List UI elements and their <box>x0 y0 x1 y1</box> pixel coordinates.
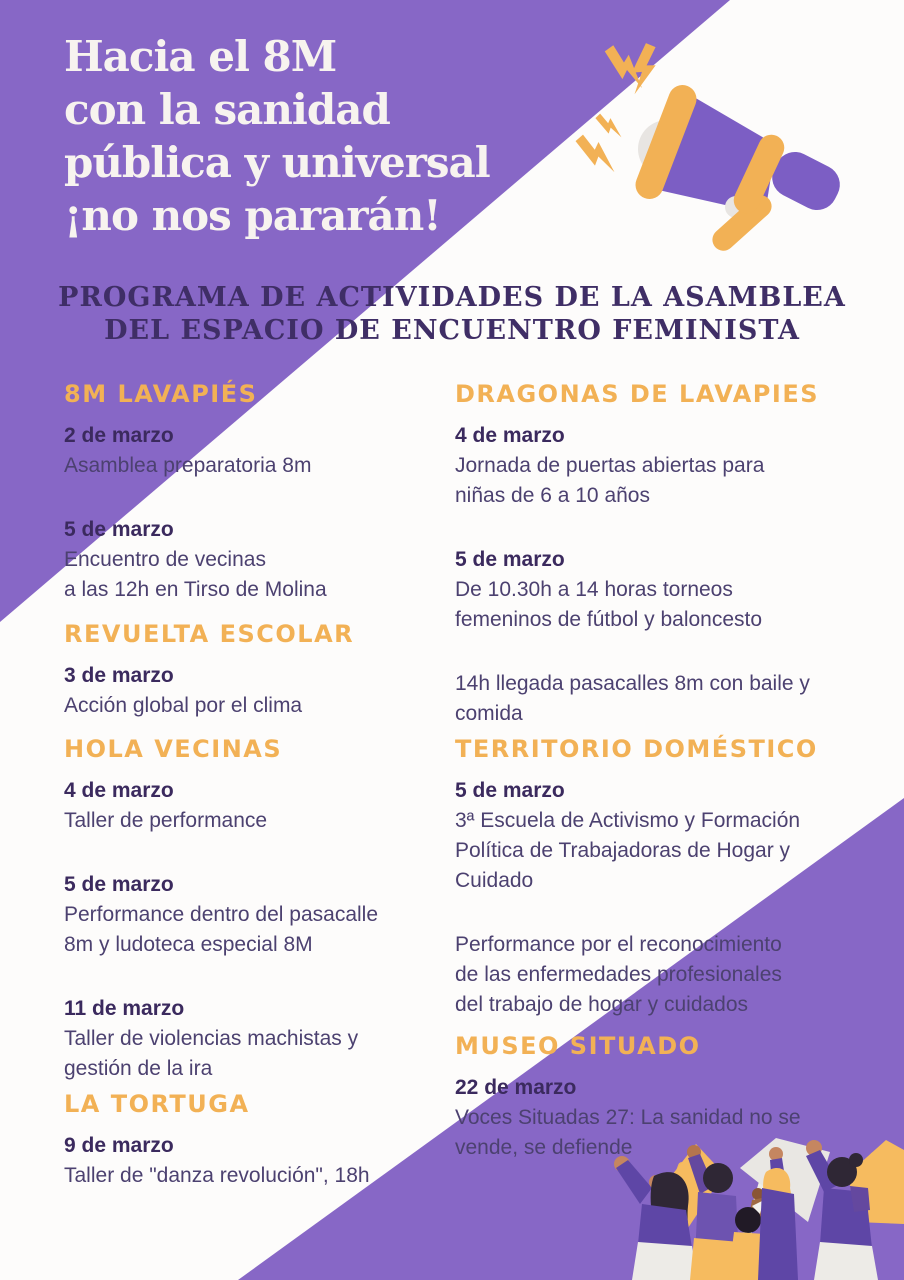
event-date: 11 de marzo <box>64 997 185 1020</box>
event-date: 5 de marzo <box>64 873 174 896</box>
event-description-line: Performance dentro del pasacalle <box>64 903 379 926</box>
event-description-line: Asamblea preparatoria 8m <box>64 454 312 477</box>
event-description-line: femeninos de fútbol y baloncesto <box>455 608 763 631</box>
event-item <box>64 870 449 960</box>
column-left <box>64 0 449 1280</box>
event-item <box>64 661 449 721</box>
event-date: 9 de marzo <box>64 1134 174 1157</box>
title-line: pública y universal <box>64 138 490 187</box>
program-heading-line: DEL ESPACIO DE ENCUENTRO FEMINISTA <box>104 315 800 346</box>
event-item <box>64 515 449 605</box>
event-description-line: Acción global por el clima <box>64 694 303 717</box>
event-item <box>64 421 449 481</box>
program-heading-line: PROGRAMA DE ACTIVIDADES DE LA ASAMBLEA <box>58 282 846 313</box>
event-description-line: Política de Trabajadoras de Hogar y <box>455 839 791 862</box>
event-item <box>455 776 885 896</box>
event-description-line: 8m y ludoteca especial 8M <box>64 933 313 956</box>
event-description-line: niñas de 6 a 10 años <box>455 484 650 507</box>
event-item <box>455 1073 885 1163</box>
event-item <box>455 545 885 635</box>
event-date: 2 de marzo <box>64 424 174 447</box>
event-item <box>455 930 885 1020</box>
event-description-line: del trabajo de hogar y cuidados <box>455 993 749 1016</box>
section-title: LA TORTUGA <box>64 1090 250 1118</box>
event-description-line: Taller de performance <box>64 809 268 832</box>
event-item <box>64 776 449 836</box>
event-description-line: a las 12h en Tirso de Molina <box>64 578 327 601</box>
event-description-line: Cuidado <box>455 869 534 892</box>
event-description-line: Jornada de puertas abiertas para <box>455 454 765 477</box>
event-description-line: Encuentro de vecinas <box>64 548 266 571</box>
event-description-line: Taller de violencias machistas y <box>64 1027 359 1050</box>
section-title: 8M LAVAPIÉS <box>64 380 258 408</box>
event-description-line: 14h llegada pasacalles 8m con baile y <box>455 672 810 695</box>
event-item <box>455 669 885 729</box>
title-line: ¡no nos pararán! <box>64 191 441 240</box>
column-right <box>455 0 885 1280</box>
section-title: DRAGONAS DE LAVAPIES <box>455 380 820 408</box>
event-description-line: De 10.30h a 14 horas torneos <box>455 578 733 601</box>
section-dragonas-de-lavapies <box>455 378 885 763</box>
section-title: REVUELTA ESCOLAR <box>64 620 355 648</box>
section-title: MUSEO SITUADO <box>455 1032 701 1060</box>
event-date: 4 de marzo <box>64 779 174 802</box>
section-hola-vecinas <box>64 733 449 1118</box>
event-description-line: Performance por el reconocimiento <box>455 933 782 956</box>
event-date: 5 de marzo <box>455 548 565 571</box>
event-date: 22 de marzo <box>455 1076 577 1099</box>
event-date: 5 de marzo <box>64 518 174 541</box>
section-8m-lavapies <box>64 378 449 639</box>
event-description-line: de las enfermedades profesionales <box>455 963 782 986</box>
title-line: con la sanidad <box>64 85 390 134</box>
section-museo-situado <box>455 1030 885 1197</box>
event-description-line: Voces Situadas 27: La sanidad no se <box>455 1106 801 1129</box>
event-item <box>455 421 885 511</box>
section-la-tortuga <box>64 1088 449 1225</box>
section-title: HOLA VECINAS <box>64 735 283 763</box>
event-description-line: 3ª Escuela de Activismo y Formación <box>455 809 801 832</box>
event-date: 5 de marzo <box>455 779 565 802</box>
section-title: TERRITORIO DOMÉSTICO <box>455 735 818 763</box>
title-line: Hacia el 8M <box>64 32 337 81</box>
event-date: 4 de marzo <box>455 424 565 447</box>
event-item <box>64 994 449 1084</box>
event-item <box>64 1131 449 1191</box>
event-description-line: gestión de la ira <box>64 1057 213 1080</box>
event-description-line: comida <box>455 702 523 725</box>
event-description-line: vende, se defiende <box>455 1136 633 1159</box>
event-date: 3 de marzo <box>64 664 174 687</box>
event-description-line: Taller de "danza revolución", 18h <box>64 1164 370 1187</box>
section-territorio-domestico <box>455 733 885 1054</box>
